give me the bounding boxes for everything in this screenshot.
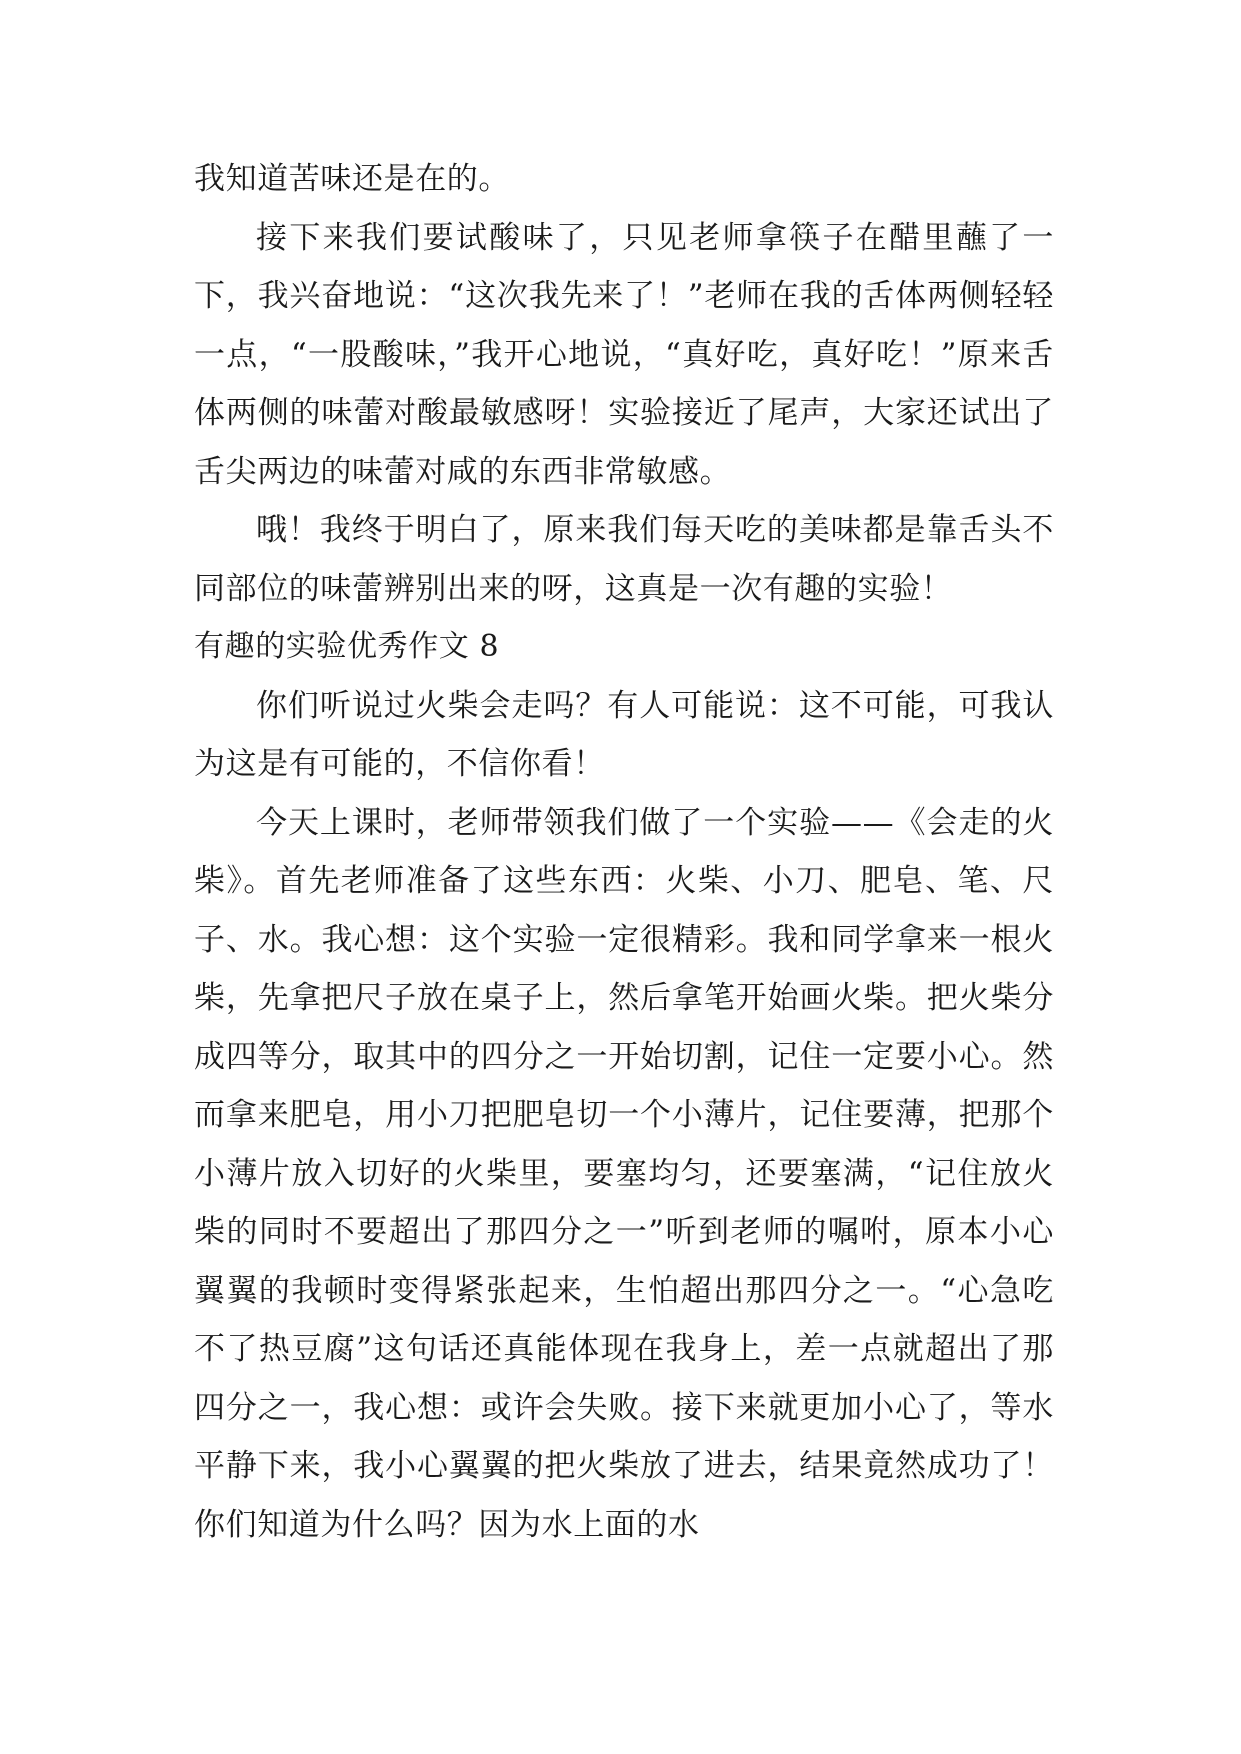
paragraph: 哦！我终于明白了，原来我们每天吃的美味都是靠舌头不同部位的味蕾辨别出来的呀，这真是一次有趣的实验！ xyxy=(194,512,1054,607)
paragraph: 今天上课时，老师带领我们做了一个实验——《会走的火柴》。首先老师准备了这些东西：火柴、小刀、肥皂、笔、尺子、水。我心想：这个实验一定很精彩。我和同学拿来一根火柴，先拿把尺子放在桌子上，然后拿笔开始画火柴。把火柴分成四等分，取其中的四分之一开始切割，记住一定要小心。然而拿来肥皂，用小刀把肥皂切一个小薄片，记住要薄，把那个小薄片放入切好的火柴里，要塞均匀，还要塞满，“记住放火柴的同时不要超出了那四分之一”听到老师的嘱咐，原本小心翼翼的我顿时变得紧张起来，生怕超出那四分之一。“心急吃不了热豆腐”这句话还真能体现在我身上，差一点就超出了那四分之一，我心想：或许会失败。接下来就更加小心了，等水平静下来，我小心翼翼的把火柴放了进去，结果竟然成功了！你们知道为什么吗？因为水上面的水 xyxy=(194,804,1054,1543)
paragraph: 你们听说过火柴会走吗？有人可能说：这不可能，可我认为这是有可能的，不信你看！ xyxy=(194,687,1054,782)
paragraph: 我知道苦味还是在的。 xyxy=(194,161,510,197)
paragraph: 接下来我们要试酸味了，只见老师拿筷子在醋里蘸了一下，我兴奋地说：“这次我先来了！”老师在我的舌体两侧轻轻一点，“一股酸味，”我开心地说，“真好吃，真好吃！”原来舌体两侧的味蕾对酸最敏感呀！实验接近了尾声，大家还试出了舌尖两边的味蕾对咸的东西非常敏感。 xyxy=(194,219,1054,490)
section-title: 有趣的实验优秀作文 8 xyxy=(194,629,500,664)
document-body xyxy=(194,150,1054,1554)
